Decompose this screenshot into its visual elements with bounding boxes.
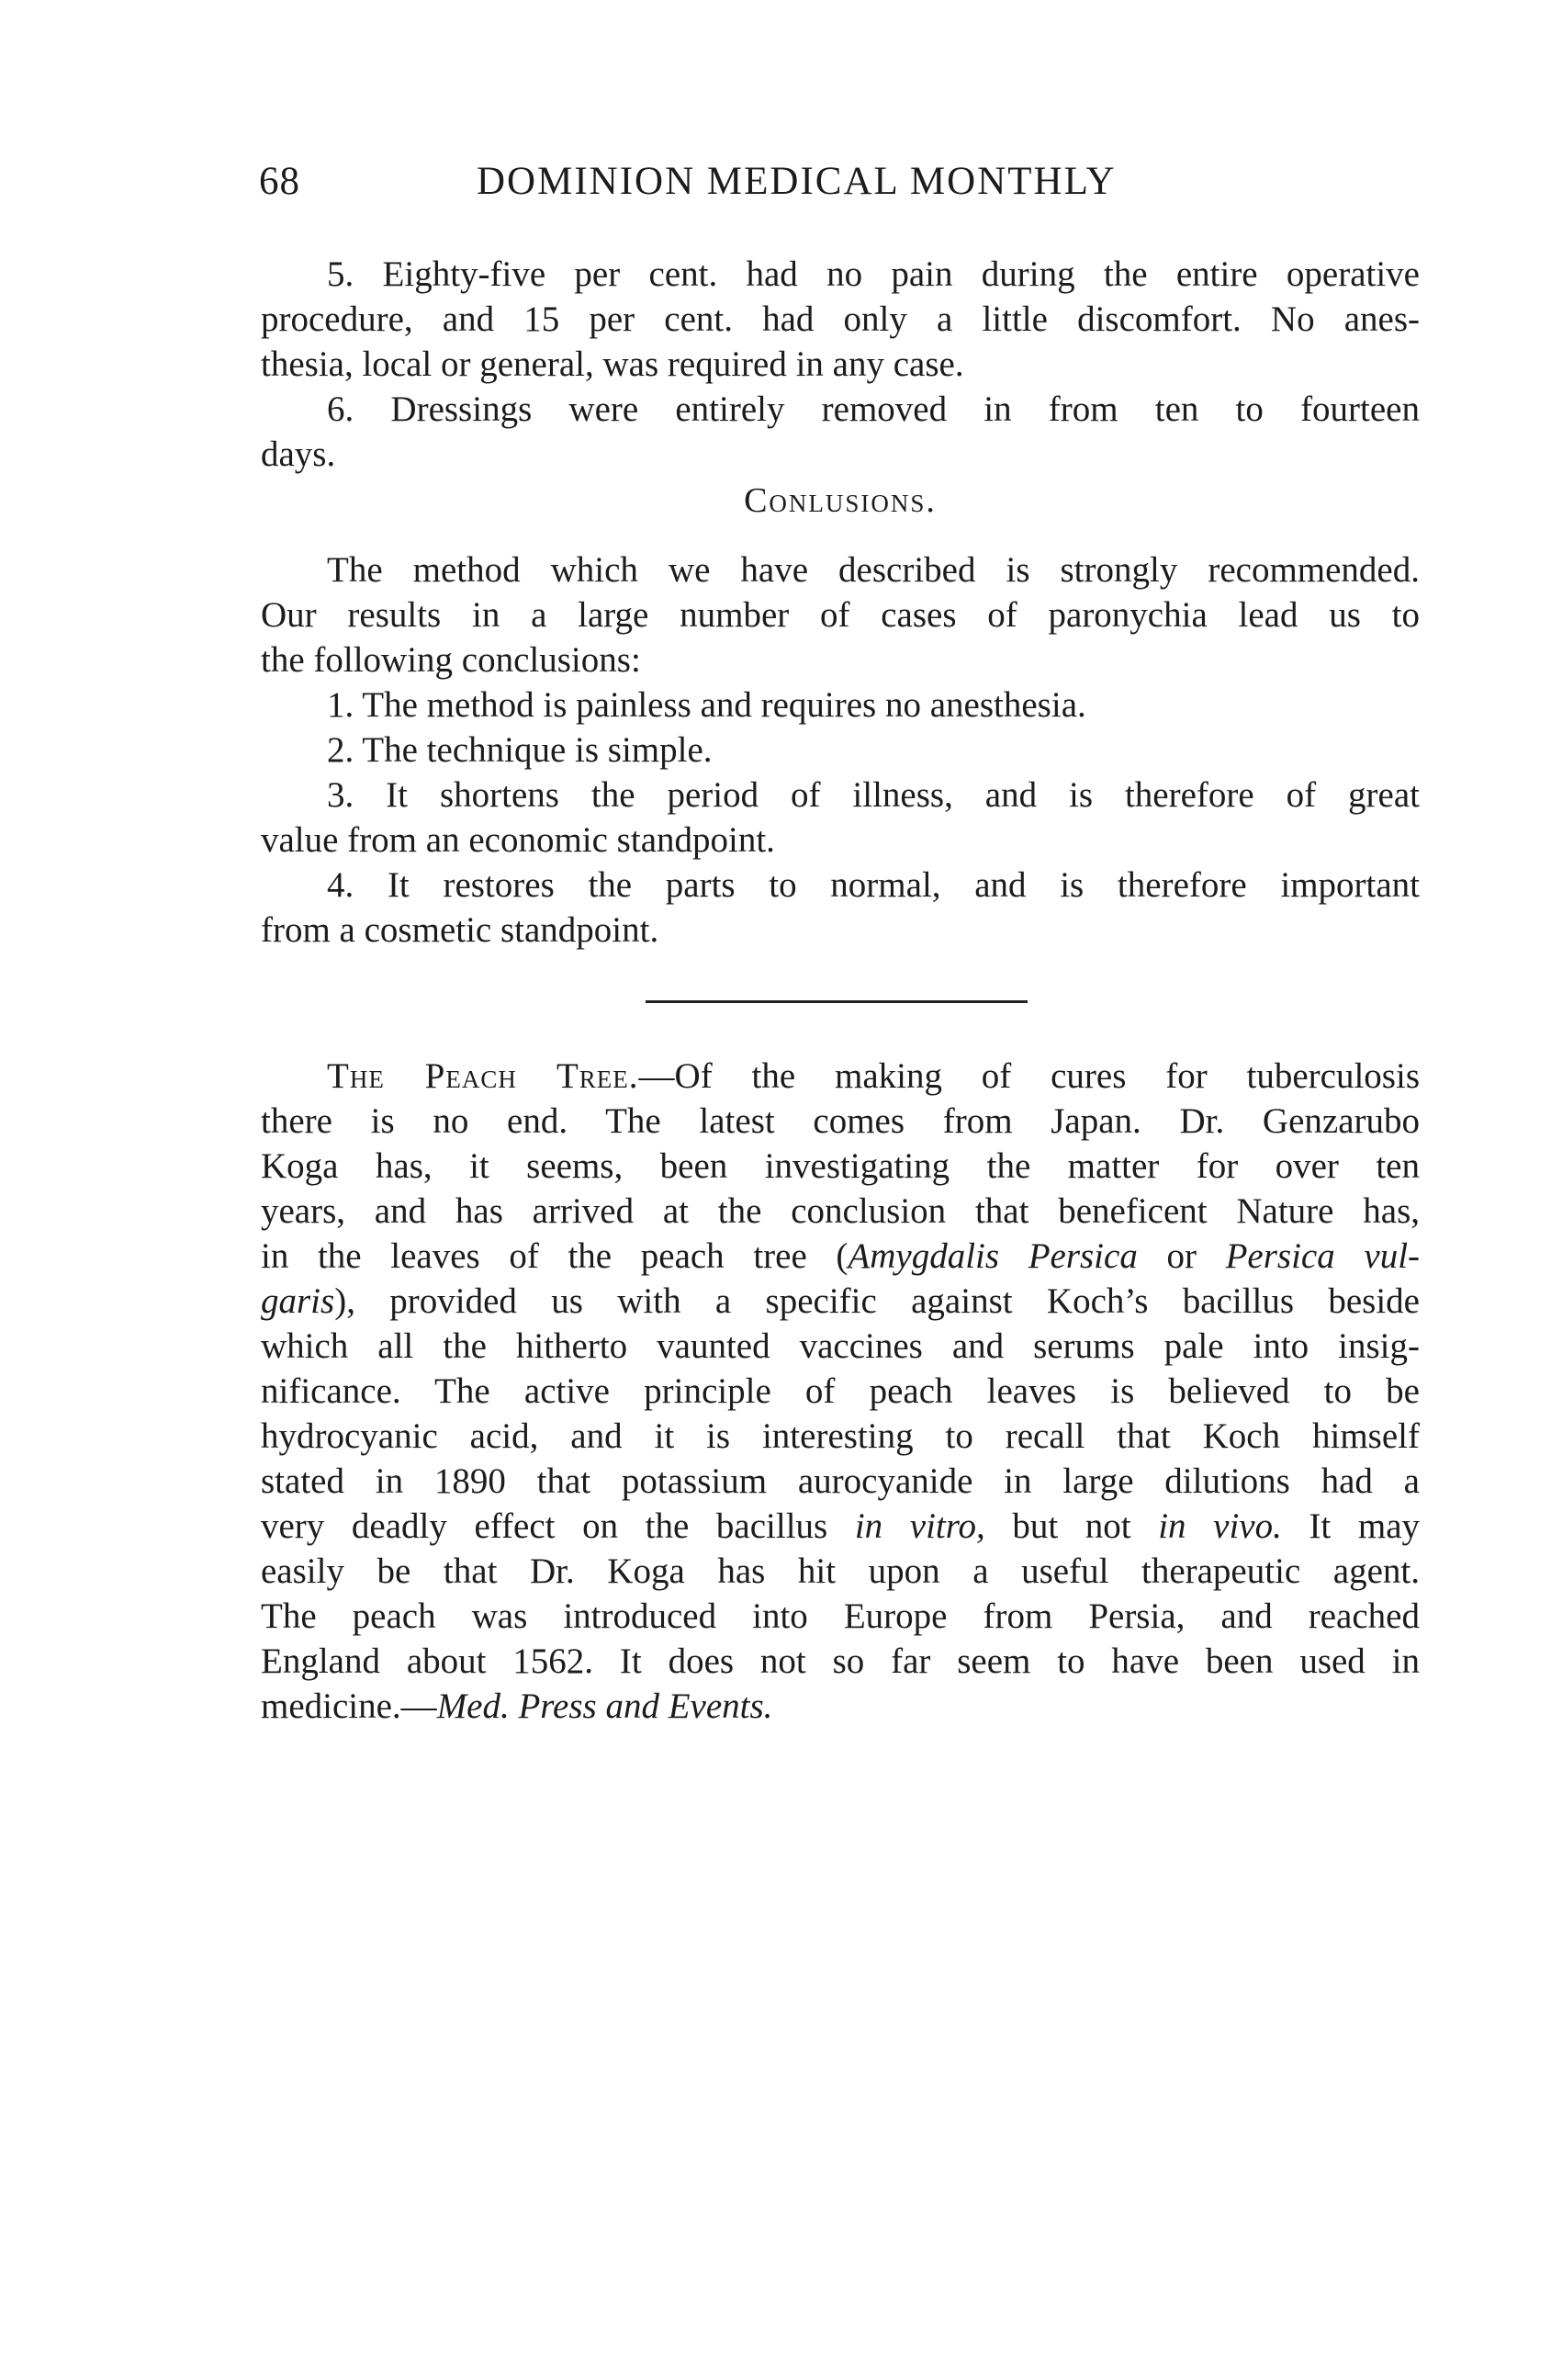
peach-line-12: easily be that Dr. Koga has hit upon a useful therapeutic agent. [261, 1551, 1420, 1591]
peach-line-13: The peach was introduced into Europe from Persia, and reached [261, 1596, 1420, 1636]
conclusion-item-4-line-2: from a cosmetic standpoint. [261, 910, 659, 950]
peach-tree-article [261, 1054, 1420, 1729]
conclusions-intro-line-1: The method which we have described is strongly recommended. [327, 550, 1420, 590]
peach-title: The Peach Tree. [327, 1056, 639, 1096]
citation-source: Med. Press and Events. [436, 1686, 773, 1726]
result-6-line-2: days. [261, 434, 336, 474]
result-5-line-3: thesia, local or general, was required in any case. [261, 344, 964, 384]
peach-line-15: medicine.—Med. Press and Events. [261, 1686, 773, 1726]
running-head: DOMINION MEDICAL MONTHLY [477, 160, 1117, 203]
conclusions-heading: Conlusions. [744, 481, 937, 520]
peach-line-5: in the leaves of the peach tree (Amygdalis Persica or Persica vul- [261, 1236, 1421, 1276]
peach-line-11: very deadly effect on the bacillus in vitro, but not in vivo. It may [261, 1506, 1421, 1546]
conclusion-item-4-line-1: 4. It restores the parts to normal, and is therefore important [327, 865, 1420, 905]
peach-line-2: there is no end. The latest comes from Japan. Dr. Genzarubo [261, 1101, 1420, 1141]
result-5-line-1: 5. Eighty-five per cent. had no pain during the entire operative [327, 254, 1420, 294]
conclusions-intro-line-2: Our results in a large number of cases of paronychia lead us to [261, 595, 1420, 635]
result-6-line-1: 6. Dressings were entirely removed in from ten to fourteen [327, 389, 1420, 429]
section-divider [646, 1000, 1028, 1003]
conclusion-item-1: 1. The method is painless and requires no anesthesia. [327, 685, 1086, 725]
page-number: 68 [259, 160, 300, 203]
page-header [259, 154, 1242, 209]
conclusions-intro-line-3: the following conclusions: [261, 640, 641, 680]
results-list [261, 252, 1420, 477]
conclusion-item-3-line-2: value from an economic standpoint. [261, 820, 775, 860]
peach-line-6: garis), provided us with a specific against Koch’s bacillus beside [261, 1281, 1420, 1321]
peach-line-8: nificance. The active principle of peach leaves is believed to be [261, 1371, 1420, 1411]
peach-line-14: England about 1562. It does not so far seem to have been used in [261, 1641, 1420, 1681]
result-5-line-2: procedure, and 15 per cent. had only a little discomfort. No anes- [261, 299, 1420, 339]
conclusions-section [261, 547, 1420, 953]
conclusion-item-2: 2. The technique is simple. [327, 730, 713, 770]
peach-line-1: The Peach Tree.—Of the making of cures for tuberculosis [327, 1056, 1420, 1096]
peach-line-10: stated in 1890 that potassium aurocyanide in large dilutions had a [261, 1461, 1420, 1501]
peach-line-3: Koga has, it seems, been investigating the matter for over ten [261, 1146, 1420, 1186]
peach-line-4: years, and has arrived at the conclusion that beneficent Nature has, [261, 1191, 1420, 1231]
peach-line-7: which all the hitherto vaunted vaccines and serums pale into insig- [261, 1326, 1420, 1366]
peach-line-9: hydrocyanic acid, and it is interesting to recall that Koch himself [261, 1416, 1420, 1456]
conclusion-item-3-line-1: 3. It shortens the period of illness, and is therefore of great [327, 775, 1420, 815]
